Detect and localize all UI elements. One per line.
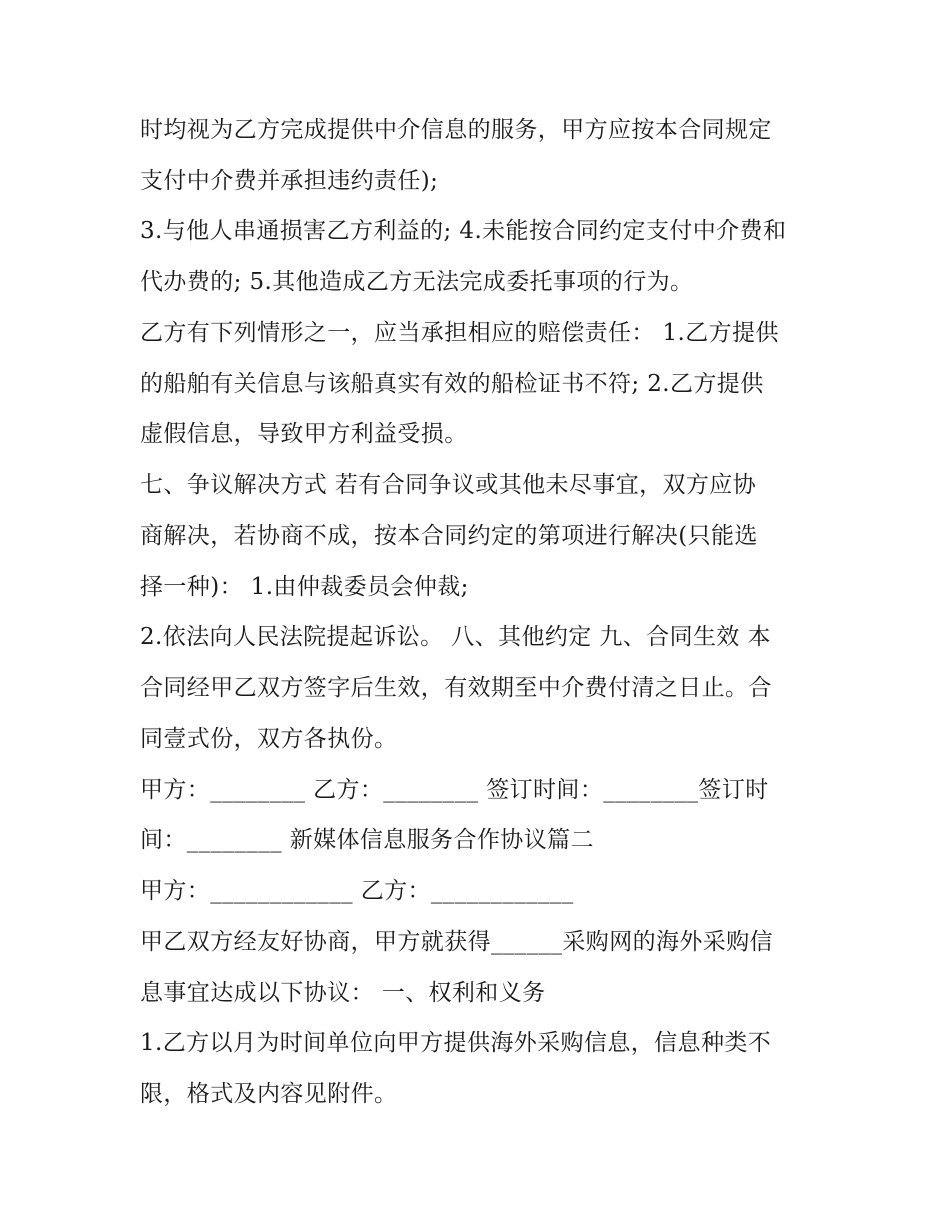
paragraph-line: 3.与他人串通损害乙方利益的; 4.未能按合同约定支付中介费和 bbox=[140, 218, 787, 244]
signature-line: 甲方：________ 乙方：________ 签订时间：________签订时 bbox=[140, 777, 769, 803]
paragraph-line: 限，格式及内容见附件。 bbox=[140, 1081, 398, 1107]
paragraph-line: 1.乙方以月为时间单位向甲方提供海外采购信息，信息种类不 bbox=[140, 1030, 772, 1056]
paragraph-line: 息事宜达成以下协议： 一、权利和义务 bbox=[140, 980, 546, 1006]
paragraph-line: 合同经甲乙双方签字后生效，有效期至中介费付清之日止。合 bbox=[140, 675, 772, 701]
paragraph-line: 商解决，若协商不成，按本合同约定的第项进行解决(只能选 bbox=[140, 523, 758, 549]
paragraph-line: 同壹式份，双方各执份。 bbox=[140, 726, 398, 752]
paragraph-line: 时均视为乙方完成提供中介信息的服务，甲方应按本合同规定 bbox=[140, 117, 772, 143]
paragraph-line: 的船舶有关信息与该船真实有效的船检证书不符; 2.乙方提供 bbox=[140, 371, 764, 397]
section-heading-line: 七、争议解决方式 若有合同争议或其他未尽事宜，双方应协 bbox=[140, 472, 757, 498]
paragraph-line: 支付中介费并承担违约责任); bbox=[140, 168, 439, 194]
paragraph-line: 代办费的; 5.其他造成乙方无法完成委托事项的行为。 bbox=[140, 269, 694, 295]
paragraph-line: 乙方有下列情形之一，应当承担相应的赔偿责任： 1.乙方提供 bbox=[140, 320, 779, 346]
paragraph-line: 2.依法向人民法院提起诉讼。 八、其他约定 九、合同生效 本 bbox=[140, 624, 771, 650]
signature-line: 间：________ 新媒体信息服务合作协议篇二 bbox=[140, 827, 594, 853]
paragraph-line: 虚假信息，导致甲方利益受损。 bbox=[140, 421, 468, 447]
paragraph-line: 甲乙双方经友好协商，甲方就获得______采购网的海外采购信 bbox=[140, 929, 773, 955]
paragraph-line: 择一种)： 1.由仲裁委员会仲裁; bbox=[140, 574, 469, 600]
party-line: 甲方：____________ 乙方：____________ bbox=[140, 878, 574, 904]
